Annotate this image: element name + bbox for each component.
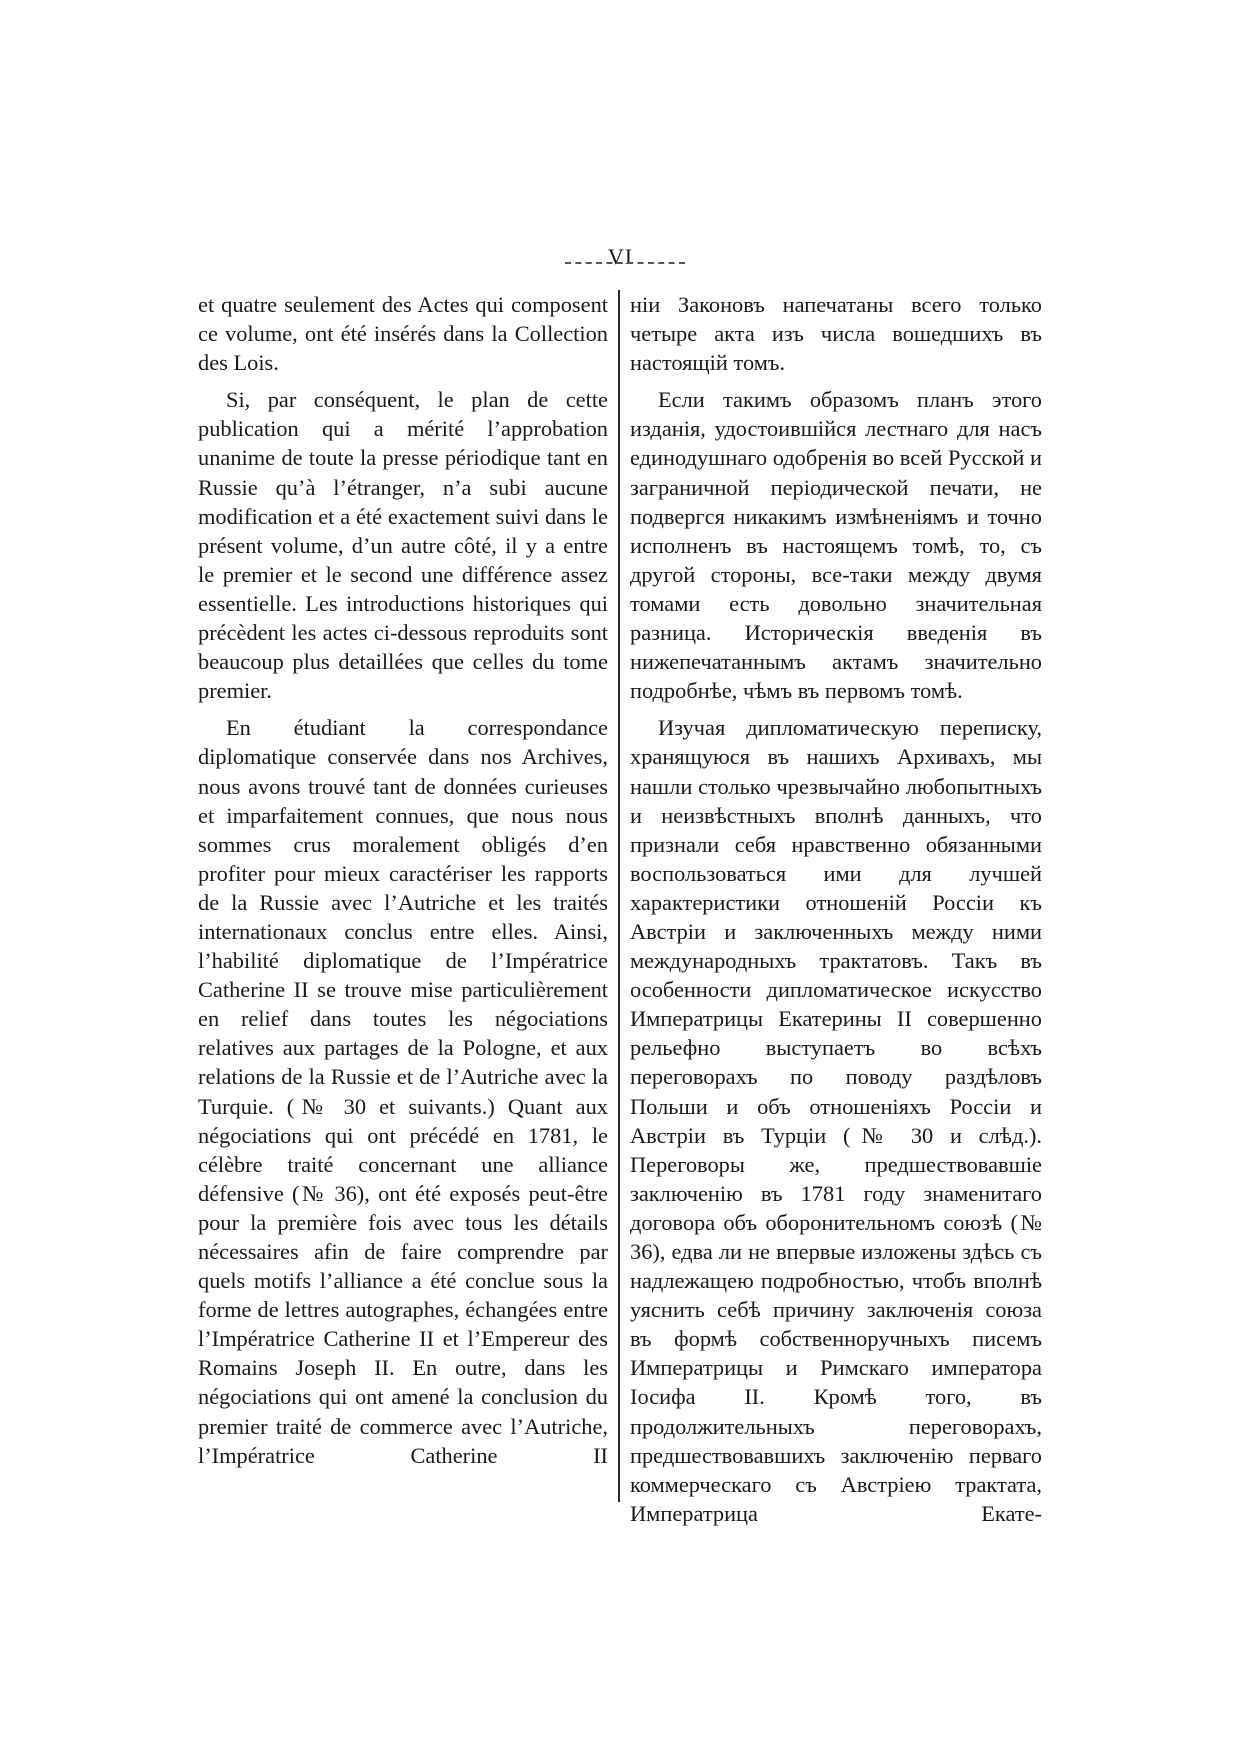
right-paragraph-2: Если такимъ образомъ планъ этого изданія, удостоившійся лестнаго для насъ единодушнаго одобренія во всей Русской и заграничной періодической печати, не подвергся никакимъ измѣненіямъ и точно исполненъ въ настоящемъ томѣ, то, съ другой стороны, все-таки между двумя томами есть довольно значительная разница. Историческія введенія въ нижепечатаннымъ актамъ значительно подробнѣе, чѣмъ въ первомъ томѣ.: [630, 387, 1042, 704]
header-rule: [565, 262, 685, 264]
left-paragraph-3: En étudiant la correspondance diplomatique conservée dans nos Archives, nous avons trouvé tant de données curieuses et imparfaitement connues, que nous nous sommes crus moralement obligés d’en profiter pour mieux caractériser les rapports de la Russie avec l’Autriche et les traités internationaux conclus entre elles. Ainsi, l’habilité diplomatique de l’Impératrice Catherine II se trouve mise particulièrement en relief dans toutes les négociations relatives aux partages de la Pologne, et aux relations de la Russie et de l’Autriche avec la Turquie. (№ 30 et suivants.) Quant aux négociations qui ont précédé en 1781, le célèbre traité concernant une alliance défensive (№ 36), ont été exposés peut-être pour la première fois avec tous les détails nécessaires afin de faire comprendre par quels motifs l’alliance a été conclue sous la forme de lettres autographes, échangées entre l’Impératrice Catherine II et l’Empereur des Romains Joseph II. En outre, dans les négociations qui ont amené la conclusion du premier traité de commerce avec l’Autriche, l’Impératrice Catherine II: [198, 715, 608, 1468]
right-paragraph-3: Изучая дипломатическую переписку, хранящуюся въ нашихъ Архивахъ, мы нашли столько чрезвычайно любопытныхъ и неизвѣстныхъ вполнѣ данныхъ, что признали себя нравственно обязанными воспользоваться ими для лучшей характеристики отношеній Россіи къ Австріи и заключенныхъ между ними международныхъ трактатовъ. Такъ въ особенности дипломатическое искусство Императрицы Екатерины II совершенно рельефно выступаетъ во всѣхъ переговорахъ по поводу раздѣловъ Польши и объ отношеніяхъ Россіи и Австріи въ Турціи (№ 30 и слѣд.). Переговоры же, предшествовавшіе заключенію въ 1781 году знаменитаго договора объ оборонительномъ союзѣ (№ 36), едва ли не впервые изложены здѣсь съ надлежащею подробностью, чтобъ вполнѣ уяснить себѣ причину заключенія союза въ формѣ собственноручныхъ писемъ Императрицы и Римскаго императора Іосифа II. Кромѣ того, въ продолжительныхъ переговорахъ, предшествовавшихъ заключенію перваго коммерческаго съ Австріею трактата, Императрица Екате-: [630, 715, 1042, 1526]
left-column-french: [198, 290, 608, 1478]
page-number: VI: [607, 244, 634, 269]
column-divider: [618, 290, 620, 1502]
left-paragraph-2: Si, par conséquent, le plan de cette publication qui a mérité l’approbation unanime de toute la presse périodique tant en Russie qu’à l’étranger, n’a subi aucune modification et a été exactement suivi dans le présent volume, d’un autre côté, il y a entre le premier et le second une différence assez essentielle. Les introductions historiques qui précèdent les actes ci-dessous reproduits sont beaucoup plus detaillées que celles du tome premier.: [198, 387, 608, 704]
left-paragraph-1: et quatre seulement des Actes qui composent ce volume, ont été insérés dans la Collection des Lois.: [198, 292, 608, 376]
right-column-russian: [630, 290, 1042, 1536]
right-paragraph-1: ніи Законовъ напечатаны всего только четыре акта изъ числа вошедшихъ въ настоящій томъ.: [630, 292, 1042, 376]
